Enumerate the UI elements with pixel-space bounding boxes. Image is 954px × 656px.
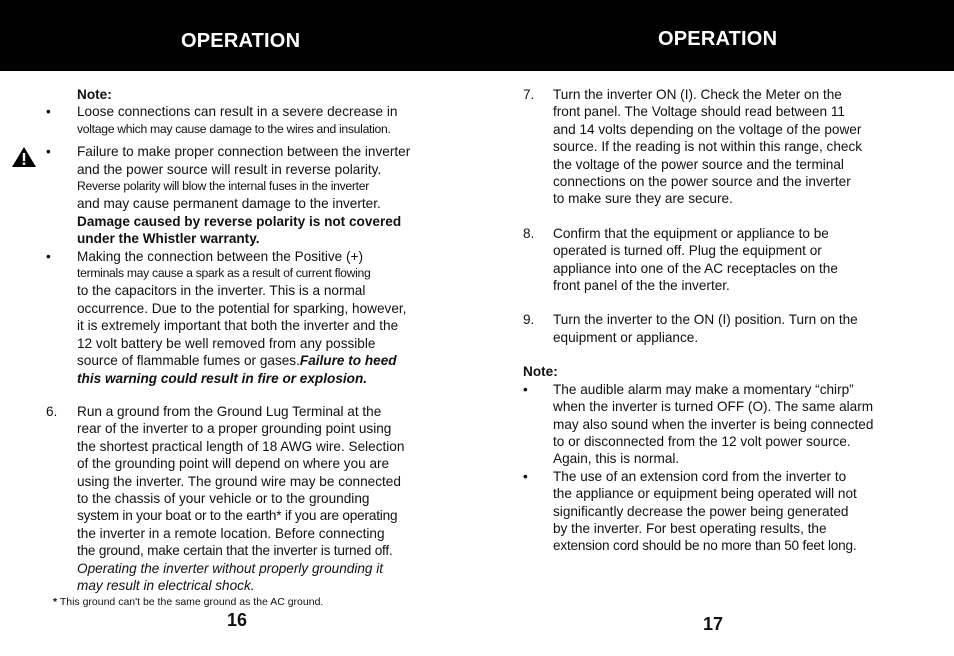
- step-8: [477, 225, 954, 295]
- text-line: when the inverter is turned OFF (O). The same alarm: [553, 399, 874, 415]
- text-line: source. If the reading is not within this range, check: [553, 139, 863, 155]
- list-item: [0, 248, 477, 387]
- warning-text: this warning could result in fire or explosion.: [77, 370, 368, 386]
- note-label: Note:: [77, 87, 112, 102]
- header-bar: [0, 0, 954, 71]
- step-number: 8.: [523, 225, 535, 241]
- footnote-text: This ground can't be the same ground as the AC ground.: [59, 596, 324, 608]
- right-page: [477, 86, 954, 555]
- text-line: front panel. The Voltage should read between 11: [553, 104, 845, 120]
- text-line: operated is turned off. Plug the equipment or: [553, 243, 822, 259]
- note-label: Note:: [523, 364, 558, 380]
- text-line: may also sound when the inverter is being connected: [553, 416, 874, 432]
- text-line: Again, this is normal.: [553, 451, 680, 467]
- text-line: Making the connection between the Positive (+): [77, 248, 364, 264]
- text-line: 12 volt battery be well removed from any possible: [77, 335, 376, 351]
- list-item: [477, 381, 954, 468]
- left-page-header: OPERATION: [181, 30, 301, 52]
- text-line: system in your boat or to the earth* if you are operating: [77, 508, 398, 524]
- text-line: Reverse polarity will blow the internal fuses in the inverter: [77, 179, 369, 194]
- text-line: voltage which may cause damage to the wires and insulation.: [77, 121, 391, 136]
- step-number: 9.: [523, 312, 535, 328]
- page-number-right: 17: [703, 614, 724, 634]
- text-line: significantly decrease the power being generated: [553, 503, 849, 519]
- text-line: using the inverter. The ground wire may be connected: [77, 473, 401, 489]
- bullet-marker: •: [523, 381, 528, 397]
- text-line: Turn the inverter ON (I). Check the Meter on the: [553, 87, 842, 102]
- text-line: and 14 volts depending on the voltage of the power: [553, 121, 862, 137]
- page-number-left: 16: [227, 610, 248, 630]
- text-line: the ground, make certain that the inverter is turned off.: [77, 543, 393, 559]
- text-line: The use of an extension cord from the inverter to: [553, 468, 847, 484]
- text-line: the shortest practical length of 18 AWG wire. Selection: [77, 438, 405, 454]
- warning-text: Failure to heed: [299, 353, 397, 369]
- text-line: connections on the power source and the inverter: [553, 174, 851, 190]
- text-line: Confirm that the equipment or appliance to be: [553, 225, 829, 241]
- text-line: the voltage of the power source and the terminal: [553, 156, 844, 172]
- text-line: to the chassis of your vehicle or to the grounding: [77, 490, 370, 506]
- footnote-mark: *: [53, 596, 58, 608]
- text-line: to the capacitors in the inverter. This is a normal: [77, 283, 366, 299]
- text-line: [77, 352, 477, 369]
- text-line: Damage caused by reverse polarity is not covered: [77, 213, 402, 229]
- text-line: of the grounding point will depend on where you are: [77, 456, 390, 472]
- text-line: rear of the inverter to a proper grounding point using: [77, 421, 392, 437]
- list-item: [0, 103, 477, 138]
- text-line: by the inverter. For best operating results, the: [553, 520, 827, 536]
- text-line: may result in electrical shock.: [77, 577, 255, 593]
- bullet-marker: •: [46, 144, 51, 160]
- text-segment: source of flammable fumes or gases.: [77, 353, 300, 369]
- text-line: it is extremely important that both the inverter and the: [77, 318, 399, 334]
- text-line: the inverter in a remote location. Before connecting: [77, 525, 385, 541]
- text-line: terminals may cause a spark as a result of current flowing: [77, 266, 371, 281]
- bullet-marker: •: [523, 468, 528, 484]
- text-line: Run a ground from the Ground Lug Terminal at the: [77, 403, 382, 419]
- warning-triangle-icon: [11, 146, 37, 168]
- text-line: to make sure they are secure.: [553, 191, 733, 207]
- text-line: equipment or appliance.: [553, 329, 699, 345]
- text-line: Failure to make proper connection between the inverter: [77, 144, 411, 160]
- text-line: and may cause permanent damage to the inverter.: [77, 196, 381, 212]
- text-line: extension cord should be no more than 50 feet long.: [553, 538, 857, 554]
- text-line: Loose connections can result in a severe decrease in: [77, 104, 398, 120]
- step-number: 6.: [46, 403, 58, 419]
- footnote: [53, 596, 323, 608]
- step-9: [477, 311, 954, 346]
- text-line: front panel of the the inverter.: [553, 278, 730, 294]
- text-line: to or disconnected from the 12 volt power source.: [553, 433, 851, 449]
- list-item: [0, 143, 477, 247]
- text-line: the appliance or equipment being operated will not: [553, 486, 857, 502]
- list-item: [477, 468, 954, 555]
- step-6: [0, 403, 477, 594]
- right-page-header: OPERATION: [658, 28, 778, 50]
- text-line: Turn the inverter to the ON (I) position. Turn on the: [553, 312, 858, 328]
- left-page: [0, 86, 477, 594]
- text-line: occurrence. Due to the potential for sparking, however,: [77, 300, 407, 316]
- text-line: The audible alarm may make a momentary “chirp”: [553, 381, 854, 397]
- bullet-marker: •: [46, 248, 51, 264]
- text-line: appliance into one of the AC receptacles on the: [553, 260, 838, 276]
- step-7: [477, 86, 954, 208]
- bullet-marker: •: [46, 104, 51, 120]
- text-line: under the Whistler warranty.: [77, 231, 260, 247]
- text-line: Operating the inverter without properly grounding it: [77, 560, 384, 576]
- text-line: and the power source will result in reverse polarity.: [77, 161, 382, 177]
- step-number: 7.: [523, 87, 535, 102]
